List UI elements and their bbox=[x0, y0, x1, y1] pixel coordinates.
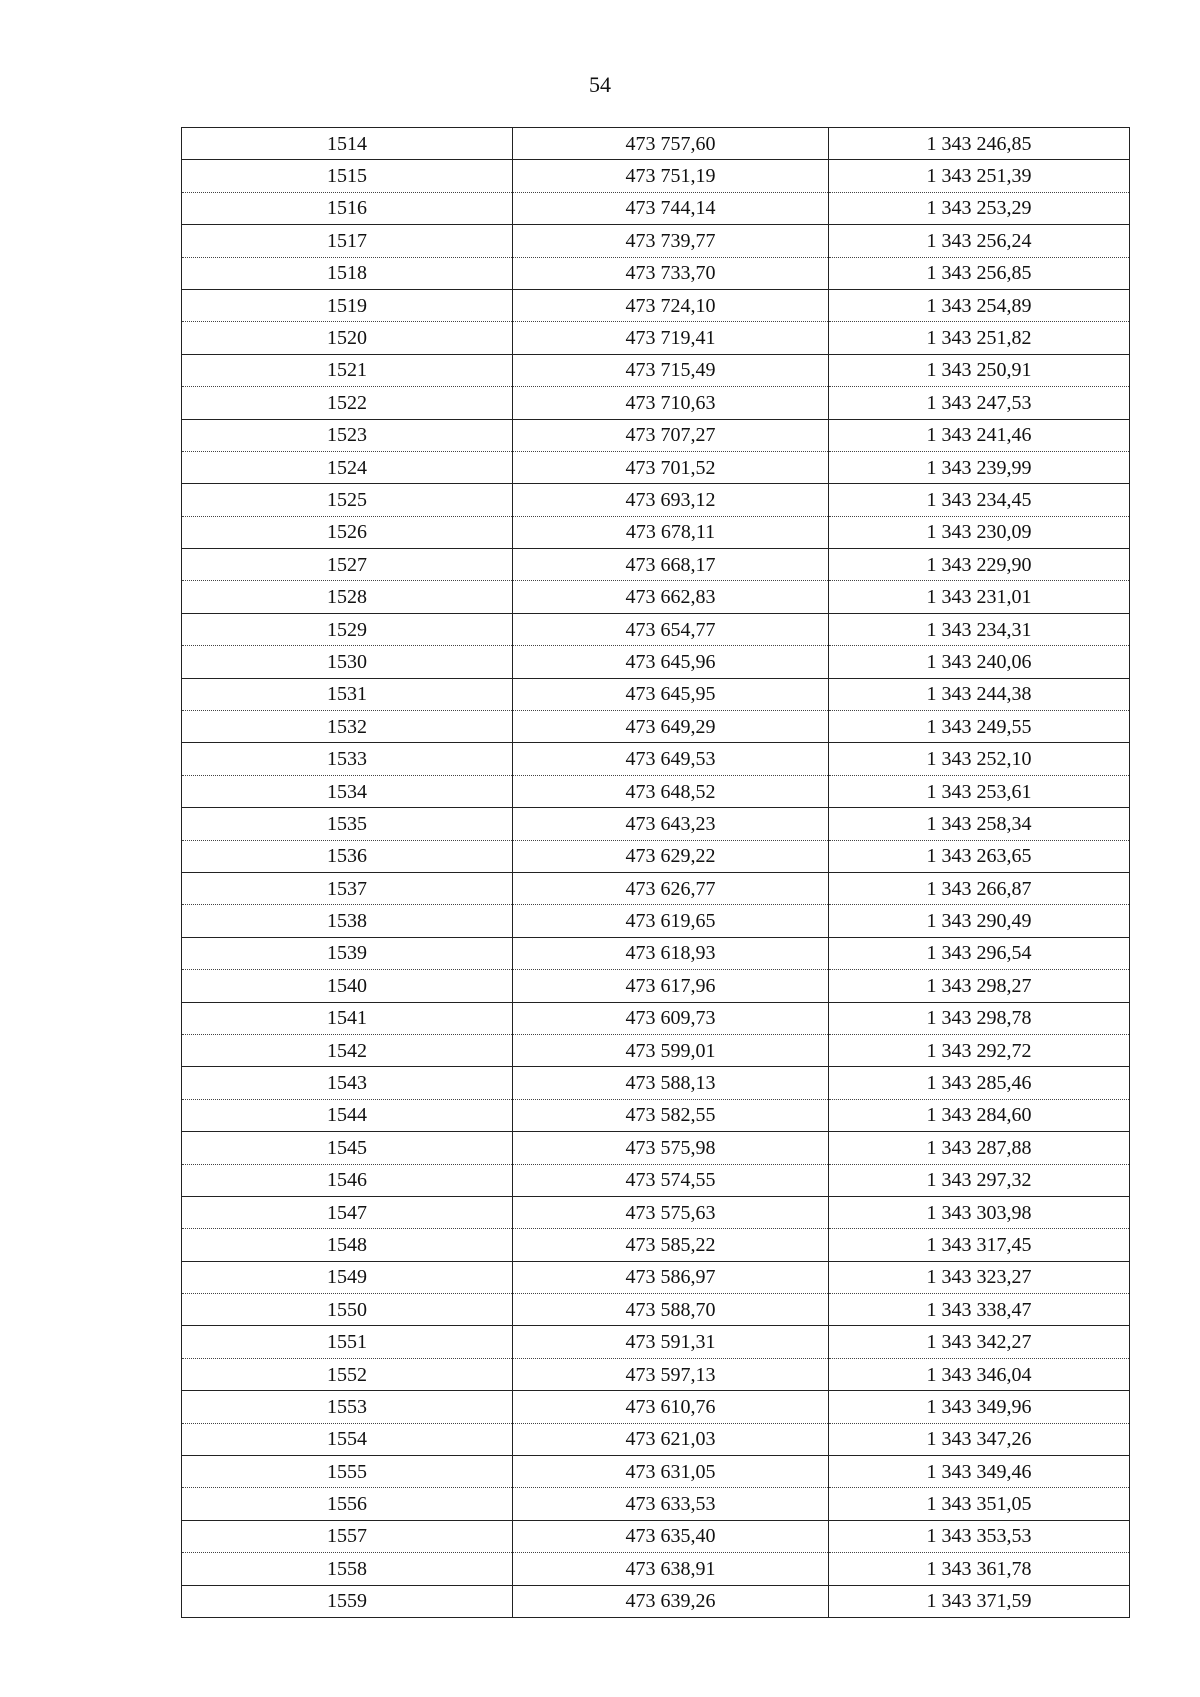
point-number-cell: 1546 bbox=[182, 1164, 513, 1196]
y-coordinate-cell: 1 343 266,87 bbox=[829, 872, 1130, 904]
y-coordinate-cell: 1 343 347,26 bbox=[829, 1423, 1130, 1455]
y-coordinate-cell: 1 343 263,65 bbox=[829, 840, 1130, 872]
y-coordinate-cell: 1 343 353,53 bbox=[829, 1520, 1130, 1552]
y-coordinate-cell: 1 343 298,27 bbox=[829, 970, 1130, 1002]
table-row bbox=[182, 451, 1130, 483]
table-row bbox=[182, 775, 1130, 807]
y-coordinate-cell: 1 343 231,01 bbox=[829, 581, 1130, 613]
point-number-cell: 1534 bbox=[182, 775, 513, 807]
x-coordinate-cell: 473 575,63 bbox=[513, 1196, 829, 1228]
y-coordinate-cell: 1 343 241,46 bbox=[829, 419, 1130, 451]
x-coordinate-cell: 473 621,03 bbox=[513, 1423, 829, 1455]
table-row bbox=[182, 1423, 1130, 1455]
table-row bbox=[182, 192, 1130, 224]
x-coordinate-cell: 473 575,98 bbox=[513, 1132, 829, 1164]
table-row bbox=[182, 257, 1130, 289]
y-coordinate-cell: 1 343 292,72 bbox=[829, 1034, 1130, 1066]
point-number-cell: 1554 bbox=[182, 1423, 513, 1455]
table-row bbox=[182, 1488, 1130, 1520]
point-number-cell: 1518 bbox=[182, 257, 513, 289]
x-coordinate-cell: 473 648,52 bbox=[513, 775, 829, 807]
point-number-cell: 1532 bbox=[182, 711, 513, 743]
point-number-cell: 1517 bbox=[182, 225, 513, 257]
table-row bbox=[182, 1326, 1130, 1358]
x-coordinate-cell: 473 719,41 bbox=[513, 322, 829, 354]
table-row bbox=[182, 1391, 1130, 1423]
table-row bbox=[182, 872, 1130, 904]
table-row bbox=[182, 1358, 1130, 1390]
point-number-cell: 1531 bbox=[182, 678, 513, 710]
y-coordinate-cell: 1 343 240,06 bbox=[829, 646, 1130, 678]
y-coordinate-cell: 1 343 296,54 bbox=[829, 937, 1130, 969]
table-row bbox=[182, 354, 1130, 386]
x-coordinate-cell: 473 751,19 bbox=[513, 160, 829, 192]
point-number-cell: 1551 bbox=[182, 1326, 513, 1358]
y-coordinate-cell: 1 343 338,47 bbox=[829, 1294, 1130, 1326]
x-coordinate-cell: 473 654,77 bbox=[513, 613, 829, 645]
x-coordinate-cell: 473 619,65 bbox=[513, 905, 829, 937]
point-number-cell: 1556 bbox=[182, 1488, 513, 1520]
table-row bbox=[182, 1067, 1130, 1099]
x-coordinate-cell: 473 649,53 bbox=[513, 743, 829, 775]
table-row bbox=[182, 516, 1130, 548]
table-row bbox=[182, 289, 1130, 321]
y-coordinate-cell: 1 343 253,29 bbox=[829, 192, 1130, 224]
table-row bbox=[182, 1294, 1130, 1326]
point-number-cell: 1520 bbox=[182, 322, 513, 354]
table-row bbox=[182, 808, 1130, 840]
table-row bbox=[182, 613, 1130, 645]
y-coordinate-cell: 1 343 246,85 bbox=[829, 128, 1130, 160]
table-row bbox=[182, 937, 1130, 969]
point-number-cell: 1524 bbox=[182, 451, 513, 483]
y-coordinate-cell: 1 343 244,38 bbox=[829, 678, 1130, 710]
y-coordinate-cell: 1 343 239,99 bbox=[829, 451, 1130, 483]
x-coordinate-cell: 473 638,91 bbox=[513, 1553, 829, 1585]
y-coordinate-cell: 1 343 234,31 bbox=[829, 613, 1130, 645]
x-coordinate-cell: 473 610,76 bbox=[513, 1391, 829, 1423]
table-row bbox=[182, 581, 1130, 613]
point-number-cell: 1541 bbox=[182, 1002, 513, 1034]
x-coordinate-cell: 473 586,97 bbox=[513, 1261, 829, 1293]
point-number-cell: 1530 bbox=[182, 646, 513, 678]
x-coordinate-cell: 473 609,73 bbox=[513, 1002, 829, 1034]
x-coordinate-cell: 473 588,70 bbox=[513, 1294, 829, 1326]
x-coordinate-cell: 473 649,29 bbox=[513, 711, 829, 743]
table-row bbox=[182, 1002, 1130, 1034]
table-row bbox=[182, 1585, 1130, 1617]
table-row bbox=[182, 322, 1130, 354]
coordinates-table bbox=[181, 127, 1130, 1618]
y-coordinate-cell: 1 343 361,78 bbox=[829, 1553, 1130, 1585]
x-coordinate-cell: 473 591,31 bbox=[513, 1326, 829, 1358]
x-coordinate-cell: 473 585,22 bbox=[513, 1229, 829, 1261]
table-row bbox=[182, 743, 1130, 775]
y-coordinate-cell: 1 343 287,88 bbox=[829, 1132, 1130, 1164]
y-coordinate-cell: 1 343 285,46 bbox=[829, 1067, 1130, 1099]
x-coordinate-cell: 473 739,77 bbox=[513, 225, 829, 257]
x-coordinate-cell: 473 643,23 bbox=[513, 808, 829, 840]
x-coordinate-cell: 473 588,13 bbox=[513, 1067, 829, 1099]
point-number-cell: 1545 bbox=[182, 1132, 513, 1164]
point-number-cell: 1557 bbox=[182, 1520, 513, 1552]
y-coordinate-cell: 1 343 247,53 bbox=[829, 387, 1130, 419]
x-coordinate-cell: 473 599,01 bbox=[513, 1034, 829, 1066]
point-number-cell: 1528 bbox=[182, 581, 513, 613]
y-coordinate-cell: 1 343 371,59 bbox=[829, 1585, 1130, 1617]
y-coordinate-cell: 1 343 234,45 bbox=[829, 484, 1130, 516]
table-row bbox=[182, 160, 1130, 192]
table-row bbox=[182, 419, 1130, 451]
coordinates-table-body bbox=[182, 128, 1130, 1618]
table-row bbox=[182, 225, 1130, 257]
x-coordinate-cell: 473 597,13 bbox=[513, 1358, 829, 1390]
y-coordinate-cell: 1 343 346,04 bbox=[829, 1358, 1130, 1390]
y-coordinate-cell: 1 343 256,85 bbox=[829, 257, 1130, 289]
y-coordinate-cell: 1 343 230,09 bbox=[829, 516, 1130, 548]
x-coordinate-cell: 473 707,27 bbox=[513, 419, 829, 451]
y-coordinate-cell: 1 343 297,32 bbox=[829, 1164, 1130, 1196]
point-number-cell: 1539 bbox=[182, 937, 513, 969]
table-row bbox=[182, 646, 1130, 678]
y-coordinate-cell: 1 343 251,82 bbox=[829, 322, 1130, 354]
table-row bbox=[182, 970, 1130, 1002]
point-number-cell: 1540 bbox=[182, 970, 513, 1002]
page-number: 54 bbox=[589, 72, 611, 97]
y-coordinate-cell: 1 343 250,91 bbox=[829, 354, 1130, 386]
table-row bbox=[182, 1261, 1130, 1293]
x-coordinate-cell: 473 629,22 bbox=[513, 840, 829, 872]
point-number-cell: 1548 bbox=[182, 1229, 513, 1261]
table-row bbox=[182, 387, 1130, 419]
table-row bbox=[182, 549, 1130, 581]
x-coordinate-cell: 473 733,70 bbox=[513, 257, 829, 289]
x-coordinate-cell: 473 668,17 bbox=[513, 549, 829, 581]
x-coordinate-cell: 473 710,63 bbox=[513, 387, 829, 419]
y-coordinate-cell: 1 343 253,61 bbox=[829, 775, 1130, 807]
y-coordinate-cell: 1 343 229,90 bbox=[829, 549, 1130, 581]
point-number-cell: 1555 bbox=[182, 1456, 513, 1488]
point-number-cell: 1519 bbox=[182, 289, 513, 321]
x-coordinate-cell: 473 645,95 bbox=[513, 678, 829, 710]
point-number-cell: 1523 bbox=[182, 419, 513, 451]
y-coordinate-cell: 1 343 317,45 bbox=[829, 1229, 1130, 1261]
point-number-cell: 1550 bbox=[182, 1294, 513, 1326]
x-coordinate-cell: 473 626,77 bbox=[513, 872, 829, 904]
point-number-cell: 1559 bbox=[182, 1585, 513, 1617]
point-number-cell: 1547 bbox=[182, 1196, 513, 1228]
y-coordinate-cell: 1 343 342,27 bbox=[829, 1326, 1130, 1358]
table-row bbox=[182, 1164, 1130, 1196]
x-coordinate-cell: 473 635,40 bbox=[513, 1520, 829, 1552]
point-number-cell: 1536 bbox=[182, 840, 513, 872]
y-coordinate-cell: 1 343 256,24 bbox=[829, 225, 1130, 257]
point-number-cell: 1538 bbox=[182, 905, 513, 937]
point-number-cell: 1542 bbox=[182, 1034, 513, 1066]
point-number-cell: 1516 bbox=[182, 192, 513, 224]
table-row bbox=[182, 711, 1130, 743]
x-coordinate-cell: 473 574,55 bbox=[513, 1164, 829, 1196]
point-number-cell: 1526 bbox=[182, 516, 513, 548]
y-coordinate-cell: 1 343 351,05 bbox=[829, 1488, 1130, 1520]
table-row bbox=[182, 1229, 1130, 1261]
point-number-cell: 1549 bbox=[182, 1261, 513, 1293]
y-coordinate-cell: 1 343 249,55 bbox=[829, 711, 1130, 743]
y-coordinate-cell: 1 343 303,98 bbox=[829, 1196, 1130, 1228]
table-row bbox=[182, 840, 1130, 872]
y-coordinate-cell: 1 343 290,49 bbox=[829, 905, 1130, 937]
x-coordinate-cell: 473 582,55 bbox=[513, 1099, 829, 1131]
x-coordinate-cell: 473 701,52 bbox=[513, 451, 829, 483]
x-coordinate-cell: 473 639,26 bbox=[513, 1585, 829, 1617]
y-coordinate-cell: 1 343 349,96 bbox=[829, 1391, 1130, 1423]
x-coordinate-cell: 473 618,93 bbox=[513, 937, 829, 969]
table-row bbox=[182, 1132, 1130, 1164]
table-row bbox=[182, 1099, 1130, 1131]
table-row bbox=[182, 1034, 1130, 1066]
point-number-cell: 1535 bbox=[182, 808, 513, 840]
x-coordinate-cell: 473 662,83 bbox=[513, 581, 829, 613]
point-number-cell: 1529 bbox=[182, 613, 513, 645]
x-coordinate-cell: 473 633,53 bbox=[513, 1488, 829, 1520]
point-number-cell: 1521 bbox=[182, 354, 513, 386]
x-coordinate-cell: 473 631,05 bbox=[513, 1456, 829, 1488]
x-coordinate-cell: 473 645,96 bbox=[513, 646, 829, 678]
point-number-cell: 1543 bbox=[182, 1067, 513, 1099]
x-coordinate-cell: 473 757,60 bbox=[513, 128, 829, 160]
x-coordinate-cell: 473 693,12 bbox=[513, 484, 829, 516]
y-coordinate-cell: 1 343 298,78 bbox=[829, 1002, 1130, 1034]
table-row bbox=[182, 128, 1130, 160]
point-number-cell: 1558 bbox=[182, 1553, 513, 1585]
point-number-cell: 1514 bbox=[182, 128, 513, 160]
y-coordinate-cell: 1 343 323,27 bbox=[829, 1261, 1130, 1293]
table-row bbox=[182, 678, 1130, 710]
y-coordinate-cell: 1 343 251,39 bbox=[829, 160, 1130, 192]
x-coordinate-cell: 473 617,96 bbox=[513, 970, 829, 1002]
x-coordinate-cell: 473 724,10 bbox=[513, 289, 829, 321]
point-number-cell: 1527 bbox=[182, 549, 513, 581]
point-number-cell: 1552 bbox=[182, 1358, 513, 1390]
point-number-cell: 1553 bbox=[182, 1391, 513, 1423]
table-row bbox=[182, 1196, 1130, 1228]
point-number-cell: 1537 bbox=[182, 872, 513, 904]
table-row bbox=[182, 1520, 1130, 1552]
table-row bbox=[182, 905, 1130, 937]
y-coordinate-cell: 1 343 252,10 bbox=[829, 743, 1130, 775]
y-coordinate-cell: 1 343 349,46 bbox=[829, 1456, 1130, 1488]
y-coordinate-cell: 1 343 284,60 bbox=[829, 1099, 1130, 1131]
x-coordinate-cell: 473 678,11 bbox=[513, 516, 829, 548]
point-number-cell: 1544 bbox=[182, 1099, 513, 1131]
point-number-cell: 1525 bbox=[182, 484, 513, 516]
x-coordinate-cell: 473 715,49 bbox=[513, 354, 829, 386]
table-row bbox=[182, 1456, 1130, 1488]
y-coordinate-cell: 1 343 258,34 bbox=[829, 808, 1130, 840]
point-number-cell: 1522 bbox=[182, 387, 513, 419]
x-coordinate-cell: 473 744,14 bbox=[513, 192, 829, 224]
table-row bbox=[182, 484, 1130, 516]
point-number-cell: 1515 bbox=[182, 160, 513, 192]
y-coordinate-cell: 1 343 254,89 bbox=[829, 289, 1130, 321]
table-row bbox=[182, 1553, 1130, 1585]
point-number-cell: 1533 bbox=[182, 743, 513, 775]
